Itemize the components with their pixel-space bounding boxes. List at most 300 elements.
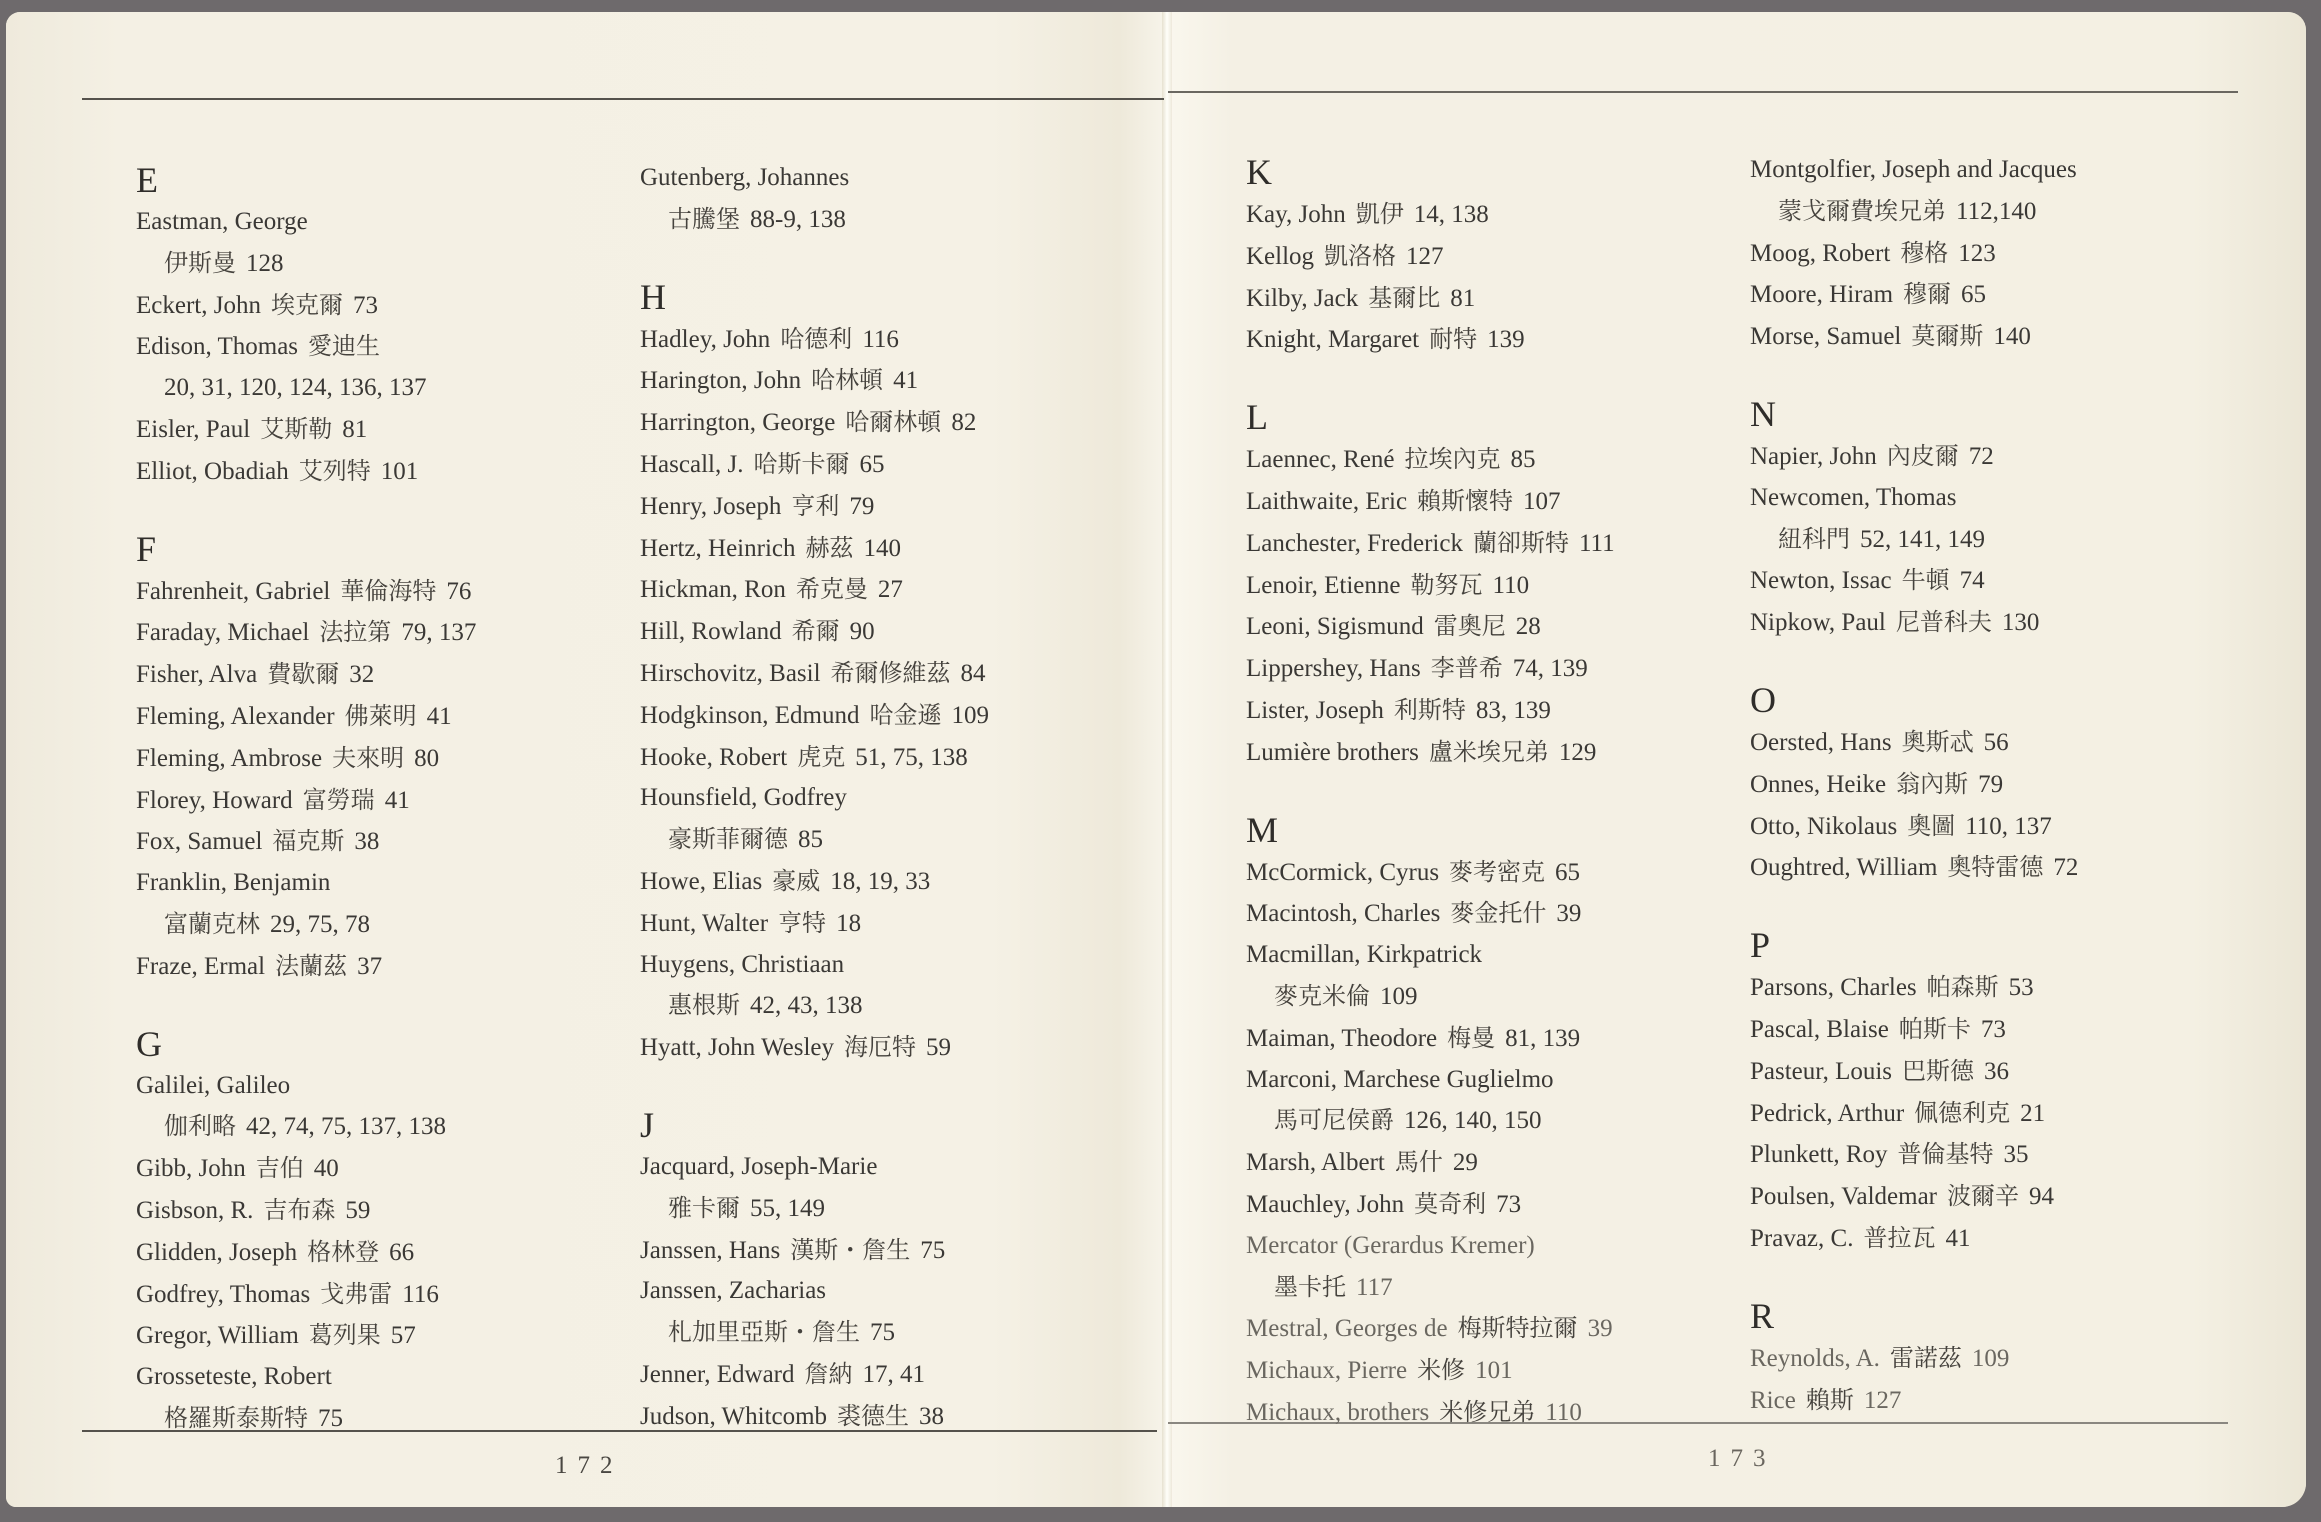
entry-name: Hodgkinson, Edmund	[640, 701, 860, 729]
entry-continuation	[136, 1398, 656, 1440]
index-entry	[1246, 852, 1766, 894]
index-entry	[640, 444, 1160, 486]
entry-page-refs: 128	[246, 249, 284, 277]
index-entry	[136, 1274, 656, 1316]
entry-continuation	[640, 199, 1160, 241]
index-entry	[640, 1354, 1160, 1396]
entry-name: Glidden, Joseph	[136, 1238, 298, 1266]
index-section	[136, 1022, 656, 1440]
entry-chinese-name: 李普希	[1430, 654, 1503, 683]
entry-continuation	[136, 1106, 656, 1148]
entry-page-refs: 79	[1978, 770, 2004, 798]
entry-name: Jenner, Edward	[640, 1360, 795, 1388]
entry-name: Hickman, Ron	[640, 576, 786, 604]
index-entry	[1246, 893, 1766, 935]
entry-page-refs: 29, 75, 78	[270, 910, 370, 938]
entry-name: Hascall, J.	[640, 450, 744, 478]
index-entry	[640, 903, 1160, 945]
entry-name: Maiman, Theodore	[1246, 1024, 1438, 1052]
index-entry	[640, 653, 1160, 695]
entry-continuation	[640, 1312, 1160, 1354]
entry-name: Laithwaite, Eric	[1246, 487, 1408, 515]
entry-name: Fleming, Alexander	[136, 702, 335, 730]
entry-chinese-name: 法蘭茲	[275, 951, 348, 980]
entry-name: Gregor, William	[136, 1322, 299, 1350]
entry-name: Howe, Elias	[640, 867, 763, 895]
entry-chinese-name: 蘭卻斯特	[1472, 528, 1569, 557]
index-entry	[1246, 935, 1766, 1018]
entry-name: Fleming, Ambrose	[136, 744, 323, 772]
entry-chinese-name: 勒努瓦	[1410, 570, 1483, 599]
index-entry	[136, 946, 656, 988]
index-entry	[1246, 481, 1766, 523]
entry-chinese-name: 艾斯勒	[260, 414, 333, 443]
entry-chinese-name: 哈金遜	[869, 700, 942, 729]
index-entry	[136, 612, 656, 654]
entry-chinese-name: 赫茲	[805, 533, 854, 562]
entry-chinese-name: 普倫基特	[1897, 1140, 1994, 1169]
entry-chinese-name: 米修兄弟	[1439, 1397, 1536, 1426]
entry-chinese-name: 華倫海特	[340, 576, 437, 605]
entry-chinese-name: 埃克爾	[270, 290, 343, 319]
entry-page-refs: 85	[1510, 446, 1536, 474]
entry-name: Lippershey, Hans	[1246, 655, 1421, 683]
entry-page-refs: 41	[1945, 1224, 1971, 1252]
index-entry	[640, 695, 1160, 737]
index-entry	[1246, 1392, 1766, 1434]
entry-name: Galilei, Galileo	[136, 1071, 291, 1099]
entry-page-refs: 130	[2001, 609, 2040, 637]
page-number-left: 172	[555, 1452, 623, 1479]
section-letter-heading: E	[136, 160, 158, 200]
entry-chinese-name: 麥克米倫	[1274, 981, 1370, 1010]
index-section	[136, 527, 656, 988]
entry-name: Fraze, Ermal	[136, 952, 266, 980]
index-entry	[136, 202, 656, 285]
entry-page-refs: 76	[446, 577, 472, 605]
entry-name: Hirschovitz, Basil	[640, 659, 821, 687]
entry-chinese-name: 哈德利	[780, 324, 853, 353]
index-section	[1246, 395, 1766, 773]
entry-chinese-name: 馬可尼侯爵	[1274, 1106, 1394, 1135]
entry-name: Huygens, Christiaan	[640, 950, 845, 978]
entry-name: Reynolds, A.	[1750, 1344, 1880, 1372]
entry-chinese-name: 米修	[1417, 1356, 1466, 1385]
index-entry	[640, 486, 1160, 528]
entry-page-refs: 39	[1587, 1315, 1613, 1343]
entry-name: Poulsen, Valdemar	[1750, 1183, 1938, 1211]
section-letter-heading: H	[640, 276, 666, 317]
entry-page-refs: 83, 139	[1475, 696, 1551, 724]
entry-chinese-name: 格林登	[307, 1237, 380, 1266]
entry-page-refs: 39	[1556, 900, 1582, 928]
index-entry	[1750, 233, 2270, 275]
entry-chinese-name: 豪斯菲爾德	[668, 825, 788, 854]
index-entry	[1750, 806, 2270, 848]
entry-chinese-name: 賴斯懷特	[1417, 486, 1514, 515]
entry-continuation	[1750, 191, 2270, 233]
index-section	[1750, 392, 2270, 644]
entry-page-refs: 116	[862, 325, 899, 353]
entry-page-refs: 123	[1958, 239, 1996, 267]
entry-chinese-name: 馬什	[1394, 1148, 1443, 1177]
entry-page-refs: 75	[920, 1236, 946, 1264]
entry-page-refs: 101	[1475, 1357, 1513, 1385]
index-entry	[640, 402, 1160, 444]
entry-page-refs: 66	[389, 1238, 415, 1266]
entry-name: Judson, Whitcomb	[640, 1402, 828, 1430]
entry-chinese-name: 葛列果	[308, 1321, 381, 1350]
entry-page-refs: 74	[1959, 567, 1985, 595]
entry-name: Hertz, Heinrich	[640, 534, 796, 562]
entry-chinese-name: 戈弗雷	[320, 1279, 393, 1308]
entry-name: Oersted, Hans	[1750, 728, 1892, 756]
index-entry	[640, 1396, 1160, 1438]
entry-name: Parsons, Charles	[1750, 974, 1917, 1002]
section-letter-heading: L	[1246, 397, 1268, 438]
index-entry	[136, 1148, 656, 1190]
entry-name: Florey, Howard	[136, 786, 293, 814]
header-rule-right	[1168, 91, 2238, 93]
index-entry	[136, 696, 656, 738]
entry-chinese-name: 莫爾斯	[1911, 322, 1984, 351]
entry-chinese-name: 雷奧尼	[1433, 612, 1506, 641]
index-entry	[640, 569, 1160, 611]
index-entry	[1750, 764, 2270, 806]
entry-page-refs: 21	[2020, 1099, 2046, 1127]
entry-name: Grosseteste, Robert	[136, 1363, 332, 1391]
index-entry	[136, 821, 656, 863]
index-entry	[640, 319, 1160, 361]
entry-chinese-name: 翁內斯	[1896, 769, 1969, 798]
entry-name: Hunt, Walter	[640, 909, 769, 937]
entry-page-refs: 36	[1984, 1057, 2010, 1085]
index-entry	[136, 1190, 656, 1232]
entry-chinese-name: 亨特	[778, 908, 827, 937]
entry-name: Michaux, Pierre	[1246, 1357, 1408, 1385]
entry-continuation	[640, 985, 1160, 1027]
index-entry	[136, 738, 656, 780]
entry-chinese-name: 艾列特	[298, 456, 371, 485]
entry-name: Nipkow, Paul	[1750, 609, 1886, 637]
entry-page-refs: 32	[349, 661, 375, 689]
entry-page-refs: 42, 74, 75, 137, 138	[246, 1113, 446, 1141]
index-entry	[1750, 967, 2270, 1009]
entry-chinese-name: 尼普科夫	[1895, 608, 1992, 637]
index-entry	[1246, 690, 1766, 732]
entry-chinese-name: 穆格	[1900, 238, 1949, 267]
entry-chinese-name: 希爾修維茲	[830, 658, 951, 687]
entry-chinese-name: 紐科門	[1778, 524, 1850, 553]
header-rule-left	[82, 98, 1164, 100]
entry-chinese-name: 普拉瓦	[1863, 1223, 1936, 1252]
index-entry	[1750, 602, 2270, 644]
index-entry	[640, 611, 1160, 653]
section-letter-heading: M	[1246, 809, 1279, 850]
index-entry	[1246, 278, 1766, 320]
entry-page-refs: 80	[414, 744, 440, 772]
entry-name: Harington, John	[640, 367, 802, 395]
entry-name: Newton, Issac	[1750, 567, 1892, 595]
index-entry	[136, 1066, 656, 1149]
entry-continuation	[1246, 1267, 1766, 1309]
index-entry	[1750, 1051, 2270, 1093]
index-entry	[1750, 1338, 2270, 1380]
entry-page-refs: 75	[870, 1319, 895, 1347]
entry-name: Moore, Hiram	[1750, 281, 1894, 309]
index-entry	[1246, 1350, 1766, 1392]
index-entry	[1246, 236, 1766, 278]
entry-continuation	[640, 1188, 1160, 1230]
entry-chinese-name: 札加里亞斯・詹生	[668, 1318, 860, 1347]
entry-page-refs: 42, 43, 138	[750, 992, 863, 1020]
entry-name: Oughtred, William	[1750, 854, 1938, 882]
entry-chinese-name: 莫奇利	[1414, 1189, 1487, 1218]
index-entry	[640, 737, 1160, 779]
entry-chinese-name: 豪威	[772, 866, 821, 895]
index-entry	[136, 1357, 656, 1440]
entry-page-refs: 117	[1356, 1273, 1393, 1301]
entry-page-refs: 107	[1523, 487, 1561, 515]
entry-chinese-name: 巴斯德	[1902, 1056, 1975, 1085]
entry-name: Pedrick, Arthur	[1750, 1099, 1905, 1127]
entry-continuation	[136, 904, 656, 946]
entry-chinese-name: 富蘭克林	[164, 909, 260, 938]
entry-name: Mercator (Gerardus Kremer)	[1246, 1231, 1535, 1259]
entry-name: Henry, Joseph	[640, 492, 782, 520]
index-entry	[1246, 1226, 1766, 1309]
entry-page-refs: 101	[380, 457, 419, 485]
index-entry	[1246, 1308, 1766, 1350]
entry-chinese-name: 凱洛格	[1324, 241, 1397, 270]
entry-page-refs: 74, 139	[1512, 655, 1588, 683]
entry-page-refs: 72	[1968, 442, 1994, 470]
entry-name: Harrington, George	[640, 409, 836, 437]
entry-page-refs: 81	[342, 415, 368, 443]
entry-page-refs: 29	[1452, 1149, 1478, 1177]
entry-page-refs: 73	[352, 291, 378, 319]
index-entry	[136, 451, 656, 493]
entry-chinese-name: 蒙戈爾費埃兄弟	[1778, 196, 1946, 225]
entry-continuation	[136, 243, 656, 285]
entry-chinese-name: 利斯特	[1393, 695, 1466, 724]
entry-chinese-name: 希克曼	[795, 575, 868, 604]
index-entry	[640, 1027, 1160, 1069]
entry-chinese-name: 墨卡托	[1274, 1272, 1346, 1301]
entry-chinese-name: 梅斯特拉爾	[1457, 1314, 1578, 1343]
entry-page-refs: 14, 138	[1413, 201, 1489, 228]
index-column-1	[136, 158, 656, 1474]
entry-chinese-name: 奧斯忒	[1901, 727, 1974, 756]
index-entry	[640, 945, 1160, 1028]
entry-chinese-name: 漢斯・詹生	[790, 1235, 911, 1264]
entry-chinese-name: 耐特	[1429, 325, 1478, 354]
index-entry	[136, 863, 656, 946]
entry-page-refs: 59	[345, 1196, 371, 1224]
entry-page-refs: 81	[1450, 284, 1476, 312]
entry-chinese-name: 穆爾	[1903, 280, 1952, 309]
index-entry	[136, 326, 656, 409]
entry-chinese-name: 愛迪生	[308, 332, 381, 361]
entry-chinese-name: 裘德生	[837, 1401, 910, 1430]
entry-name: Lanchester, Frederick	[1246, 529, 1463, 557]
entry-name: Knight, Margaret	[1246, 326, 1420, 354]
entry-name: Eisler, Paul	[136, 415, 251, 443]
index-entry	[640, 1230, 1160, 1272]
entry-chinese-name: 盧米埃兄弟	[1428, 737, 1549, 766]
entry-page-refs: 90	[849, 618, 875, 646]
index-entry	[136, 285, 656, 327]
index-entry	[1246, 319, 1766, 361]
entry-chinese-name: 梅曼	[1447, 1023, 1496, 1052]
entry-name: Hounsfield, Godfrey	[640, 784, 847, 812]
entry-chinese-name: 奧圖	[1907, 811, 1956, 840]
index-column-4	[1750, 150, 2270, 1455]
index-entry	[1246, 194, 1766, 236]
index-entry	[1750, 316, 2270, 358]
entry-chinese-name: 帕森斯	[1926, 973, 1999, 1002]
entry-chinese-name: 雅卡爾	[668, 1193, 740, 1222]
entry-page-refs: 57	[390, 1322, 416, 1350]
entry-name: Edison, Thomas	[136, 333, 299, 361]
entry-chinese-name: 吉布森	[263, 1195, 336, 1224]
entry-page-refs: 41	[893, 367, 919, 395]
entry-chinese-name: 雷諾茲	[1889, 1343, 1962, 1372]
index-entry	[136, 1232, 656, 1274]
entry-page-refs: 110	[1545, 1398, 1582, 1426]
entry-page-refs: 65	[1961, 281, 1987, 309]
entry-page-refs: 38	[354, 828, 380, 856]
section-letter-heading: J	[640, 1104, 655, 1145]
entry-chinese-name: 基爾比	[1368, 283, 1441, 312]
index-entry	[640, 861, 1160, 903]
entry-chinese-name: 佛萊明	[344, 701, 417, 730]
index-entry	[640, 1147, 1160, 1230]
section-letter-heading: G	[136, 1023, 162, 1064]
index-entry	[136, 780, 656, 822]
entry-page-refs: 65	[1555, 858, 1581, 886]
entry-page-refs: 110, 137	[1965, 812, 2052, 840]
section-letter-heading: N	[1750, 393, 1776, 434]
index-section	[1246, 150, 1766, 361]
section-letter-heading: P	[1750, 925, 1771, 966]
entry-page-refs: 127	[1406, 242, 1444, 270]
entry-chinese-name: 福克斯	[272, 827, 345, 856]
entry-name: Macmillan, Kirkpatrick	[1246, 941, 1483, 969]
index-entry	[1750, 436, 2270, 478]
index-entry	[136, 1315, 656, 1357]
entry-page-refs: 81, 139	[1505, 1024, 1581, 1052]
index-entry	[1750, 1093, 2270, 1135]
entry-name: Hooke, Robert	[640, 743, 788, 771]
entry-name: Janssen, Zacharias	[640, 1277, 827, 1305]
book-spine	[1162, 12, 1172, 1507]
entry-continuation	[136, 368, 656, 409]
entry-chinese-name: 哈爾林頓	[845, 408, 942, 437]
entry-name: Kilby, Jack	[1246, 284, 1359, 312]
entry-name: Moog, Robert	[1750, 239, 1891, 267]
entry-chinese-name: 古騰堡	[668, 204, 740, 233]
entry-name: Lenoir, Etienne	[1246, 571, 1401, 599]
entry-name: McCormick, Cyrus	[1246, 858, 1440, 886]
entry-name: Montgolfier, Joseph and Jacques	[1750, 156, 2077, 183]
entry-chinese-name: 佩德利克	[1914, 1098, 2011, 1127]
entry-page-refs: 79, 137	[401, 619, 477, 647]
entry-name: Fisher, Alva	[136, 661, 258, 689]
entry-name: Onnes, Heike	[1750, 770, 1887, 798]
entry-name: Fox, Samuel	[136, 828, 263, 856]
entry-name: Faraday, Michael	[136, 619, 310, 647]
entry-page-refs: 82	[951, 409, 977, 437]
entry-page-refs: 110	[1492, 571, 1530, 599]
entry-page-refs: 37	[357, 952, 383, 980]
index-entry	[1750, 1009, 2270, 1051]
entry-name: Jacquard, Joseph-Marie	[640, 1152, 878, 1180]
index-entry	[1750, 150, 2270, 233]
index-entry	[640, 360, 1160, 402]
entry-page-refs: 75	[318, 1404, 343, 1432]
entry-page-refs: 40	[313, 1155, 339, 1183]
entry-chinese-name: 波爾辛	[1947, 1182, 2020, 1211]
entry-page-refs: 55, 149	[750, 1194, 825, 1222]
entry-name: Otto, Nikolaus	[1750, 812, 1898, 840]
entry-name: Kay, John	[1246, 201, 1346, 228]
entry-page-refs: 126, 140, 150	[1404, 1107, 1542, 1135]
entry-page-refs: 84	[960, 659, 986, 687]
entry-page-refs: 41	[384, 786, 410, 814]
entry-page-refs: 52, 141, 149	[1860, 525, 1985, 553]
entry-name: Pravaz, C.	[1750, 1224, 1854, 1252]
entry-page-refs: 140	[863, 534, 901, 562]
index-entry	[640, 158, 1160, 241]
page-number-right: 173	[1708, 1445, 1776, 1472]
entry-chinese-name: 牛頓	[1901, 566, 1950, 595]
entry-page-refs: 140	[1993, 323, 2031, 351]
entry-name: Hadley, John	[640, 325, 771, 353]
entry-chinese-name: 麥金托什	[1450, 899, 1547, 928]
index-column-2	[640, 158, 1160, 1472]
entry-page-refs: 38	[919, 1402, 945, 1430]
entry-name: Morse, Samuel	[1750, 323, 1902, 351]
entry-chinese-name: 哈林頓	[811, 366, 884, 395]
index-column-3	[1246, 150, 1766, 1468]
entry-name: Mauchley, John	[1246, 1190, 1405, 1218]
entry-page-refs: 73	[1980, 1015, 2006, 1043]
index-entry	[1246, 1142, 1766, 1184]
entry-name: Godfrey, Thomas	[136, 1280, 311, 1308]
entry-page-refs: 73	[1496, 1190, 1522, 1218]
entry-continuation	[1246, 1100, 1766, 1142]
entry-name: Rice	[1750, 1386, 1796, 1414]
index-entry	[640, 528, 1160, 570]
index-entry	[1246, 732, 1766, 774]
entry-chinese-name: 伽利略	[164, 1112, 236, 1141]
entry-name: Pasteur, Louis	[1750, 1057, 1893, 1085]
entry-page-refs: 59	[926, 1034, 952, 1062]
index-entry	[1246, 565, 1766, 607]
entry-name: Fahrenheit, Gabriel	[136, 577, 331, 605]
section-letter-heading: F	[136, 528, 157, 569]
entry-chinese-name: 伊斯曼	[164, 248, 236, 277]
entry-page-refs: 35	[2003, 1141, 2029, 1169]
index-entry	[1750, 478, 2270, 561]
entry-name: Lumière brothers	[1246, 738, 1419, 766]
entry-chinese-name: 法拉第	[319, 618, 392, 647]
entry-chinese-name: 麥考密克	[1449, 857, 1546, 886]
entry-name: Gutenberg, Johannes	[640, 164, 850, 191]
entry-name: Kellog	[1246, 242, 1315, 270]
entry-name: Janssen, Hans	[640, 1236, 781, 1264]
